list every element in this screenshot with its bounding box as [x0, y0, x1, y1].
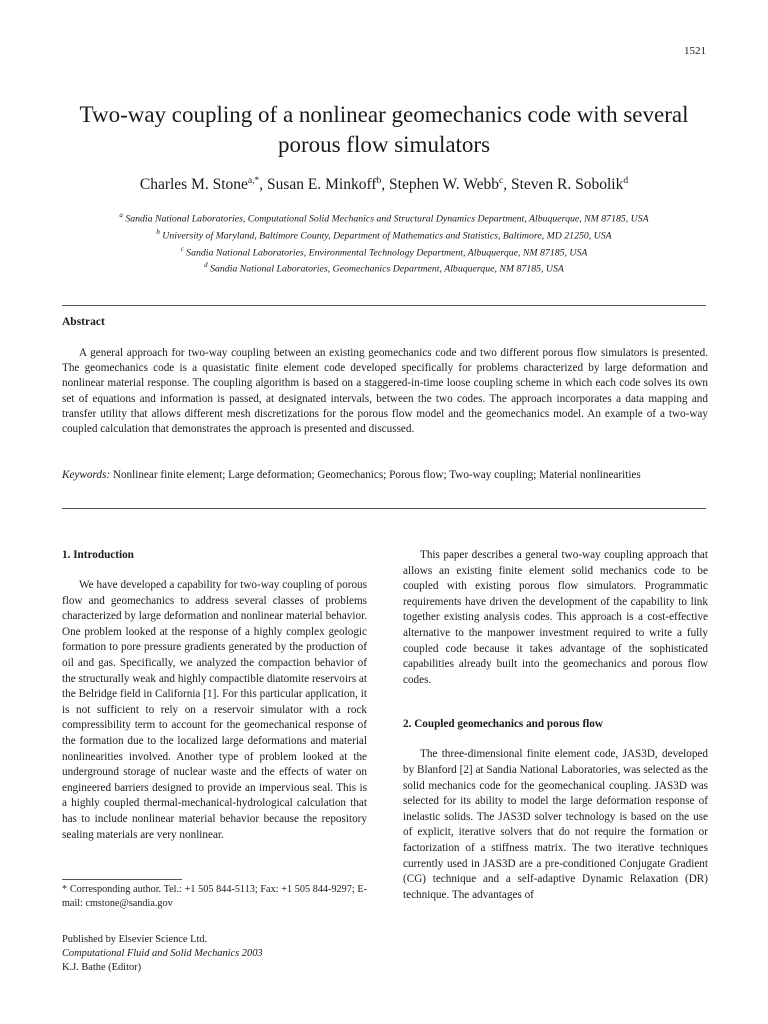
- section-heading-introduction: 1. Introduction: [62, 549, 134, 561]
- publisher-info: [62, 933, 263, 975]
- affiliation-mark: b: [156, 227, 160, 236]
- author-affil-mark: a,*: [247, 176, 260, 186]
- title-line-1: Two-way coupling of a nonlinear geomechanics code with several: [79, 102, 689, 127]
- affiliation-text: University of Maryland, Baltimore County, Department of Mathematics and Statistics, Baltimore, MD 21250, USA: [162, 230, 612, 242]
- author: Steven R. Sobolik: [510, 176, 624, 194]
- affiliation-text: Sandia National Laboratories, Environmental Technology Department, Albuquerque, NM 87185, USA: [186, 246, 588, 258]
- affiliation: [40, 209, 728, 226]
- introduction-paragraph-2: This paper describes a general two-way coupling approach that allows an existing finite element solid mechanics code to be coupled with existing porous flow simulators. Programmatic requirements have driven the development of the capability to link together existing analysis codes. This approach is a cost-effective alternative to the manpower investment required to write a fully coupled code because it takes advantage of the sophisticated capabilities already built into the geomechanics and porous flow codes.: [403, 549, 708, 686]
- author-affil-mark: c: [499, 176, 504, 186]
- keywords-text: Nonlinear finite element; Large deformation; Geomechanics; Porous flow; Two-way coupling; Material nonlinearities: [110, 469, 641, 481]
- affiliation: [40, 243, 728, 260]
- editor-line: K.J. Bathe (Editor): [62, 962, 142, 973]
- abstract-text: A general approach for two-way coupling between an existing geomechanics code and two different porous flow simulators is presented. The geomechanics code is a quasistatic finite element code developed specifically for problems characterized by large deformation and nonlinear material response. The coupling algorithm is based on a staggered-in-time loose coupling scheme in which each code solves its own set of equations and information is passed, at designated intervals, between the two codes. The approach incorporates a data mapping and transfer utility that allows different mesh discretizations for the porous flow model and the geomechanics model. An example of a two-way coupled calculation that demonstrates the approach is presented and discussed.: [62, 347, 708, 436]
- author-separator: ,: [503, 176, 511, 194]
- affiliation-text: Sandia National Laboratories, Computational Solid Mechanics and Structural Dynamics Department, Albuquerque, NM 87185, USA: [125, 213, 649, 225]
- affiliation: [40, 259, 728, 276]
- author-separator: ,: [381, 176, 390, 194]
- author-affil-mark: d: [623, 176, 629, 186]
- section2-paragraph: The three-dimensional finite element code, JAS3D, developed by Blanford [2] at Sandia National Laboratories, was selected as the solid mechanics code for the geomechanical coupling. JAS3D was selected for its ability to model the large deformation response of inelastic solids. The JAS3D solver technology is based on the use of explicit, iterative solvers that do not require the formation or factorization of a stiffness matrix. The two iterative techniques currently used in JAS3D are a pre-conditioned Conjugate Gradient (CG) technique and a self-adaptive Dynamic Relaxation (DR) technique. The advantages of: [403, 748, 708, 901]
- affiliation: [40, 226, 728, 243]
- publisher-line: Published by Elsevier Science Ltd.: [62, 934, 208, 945]
- abstract-heading: Abstract: [62, 316, 105, 328]
- author-affil-mark: b: [376, 176, 382, 186]
- proceedings-title: [62, 947, 263, 961]
- paper-title: [40, 100, 728, 160]
- affiliation-list: [40, 209, 728, 276]
- affiliation-text: Sandia National Laboratories, Geomechanics Department, Albuquerque, NM 87185, USA: [210, 263, 564, 275]
- author: Stephen W. Webb: [389, 176, 500, 194]
- corresponding-author-footnote: * Corresponding author. Tel.: +1 505 844-5113; Fax: +1 505 844-9297; E-mail: cmstone@sandia.gov: [62, 884, 367, 909]
- title-line-2: porous flow simulators: [277, 132, 491, 157]
- author-separator: ,: [259, 176, 268, 194]
- right-column: [403, 548, 708, 903]
- author-list: [40, 176, 728, 194]
- section-heading-coupled-geomechanics: 2. Coupled geomechanics and porous flow: [403, 718, 603, 731]
- keywords: [62, 468, 708, 483]
- author: Charles M. Stone: [139, 176, 248, 194]
- affiliation-mark: a: [119, 211, 123, 219]
- affiliation-mark: d: [204, 261, 208, 270]
- footnote-rule: [62, 879, 182, 880]
- author: Susan E. Minkoff: [267, 176, 377, 194]
- abstract-top-rule: [62, 305, 706, 306]
- affiliation-mark: c: [180, 244, 184, 253]
- page-number: 1521: [684, 45, 706, 57]
- left-column: [62, 548, 367, 843]
- proceedings-title-text: Computational Fluid and Solid Mechanics 2003: [62, 948, 263, 959]
- abstract-bottom-rule: [62, 508, 706, 509]
- keywords-label: Keywords:: [62, 469, 111, 481]
- introduction-paragraph: We have developed a capability for two-way coupling of porous flow and geomechanics to address several classes of problems characterized by large deformation and nonlinear material behavior. One problem looked at the response of a highly complex geologic formation to pore pressure gradients generated by the production of oil and gas. Specifically, we analyzed the compaction behavior of the structurally weak and highly compactible diatomite reservoirs at the Belridge field in California [1]. For this particular application, it is not sufficient to rely on a reservoir simulator with a rock compressibility term to account for the geomechanical response of the formation due to the localized large deformations and material nonlinearities involved. Another type of problem looked at the underground storage of nuclear waste and the effects of water on engineered barriers designed to provide an impervious seal. This is a highly coupled thermal-mechanical-hydrological calculation that has to include nonlinear material behavior because the repository sealing materials are very nonlinear.: [62, 579, 367, 841]
